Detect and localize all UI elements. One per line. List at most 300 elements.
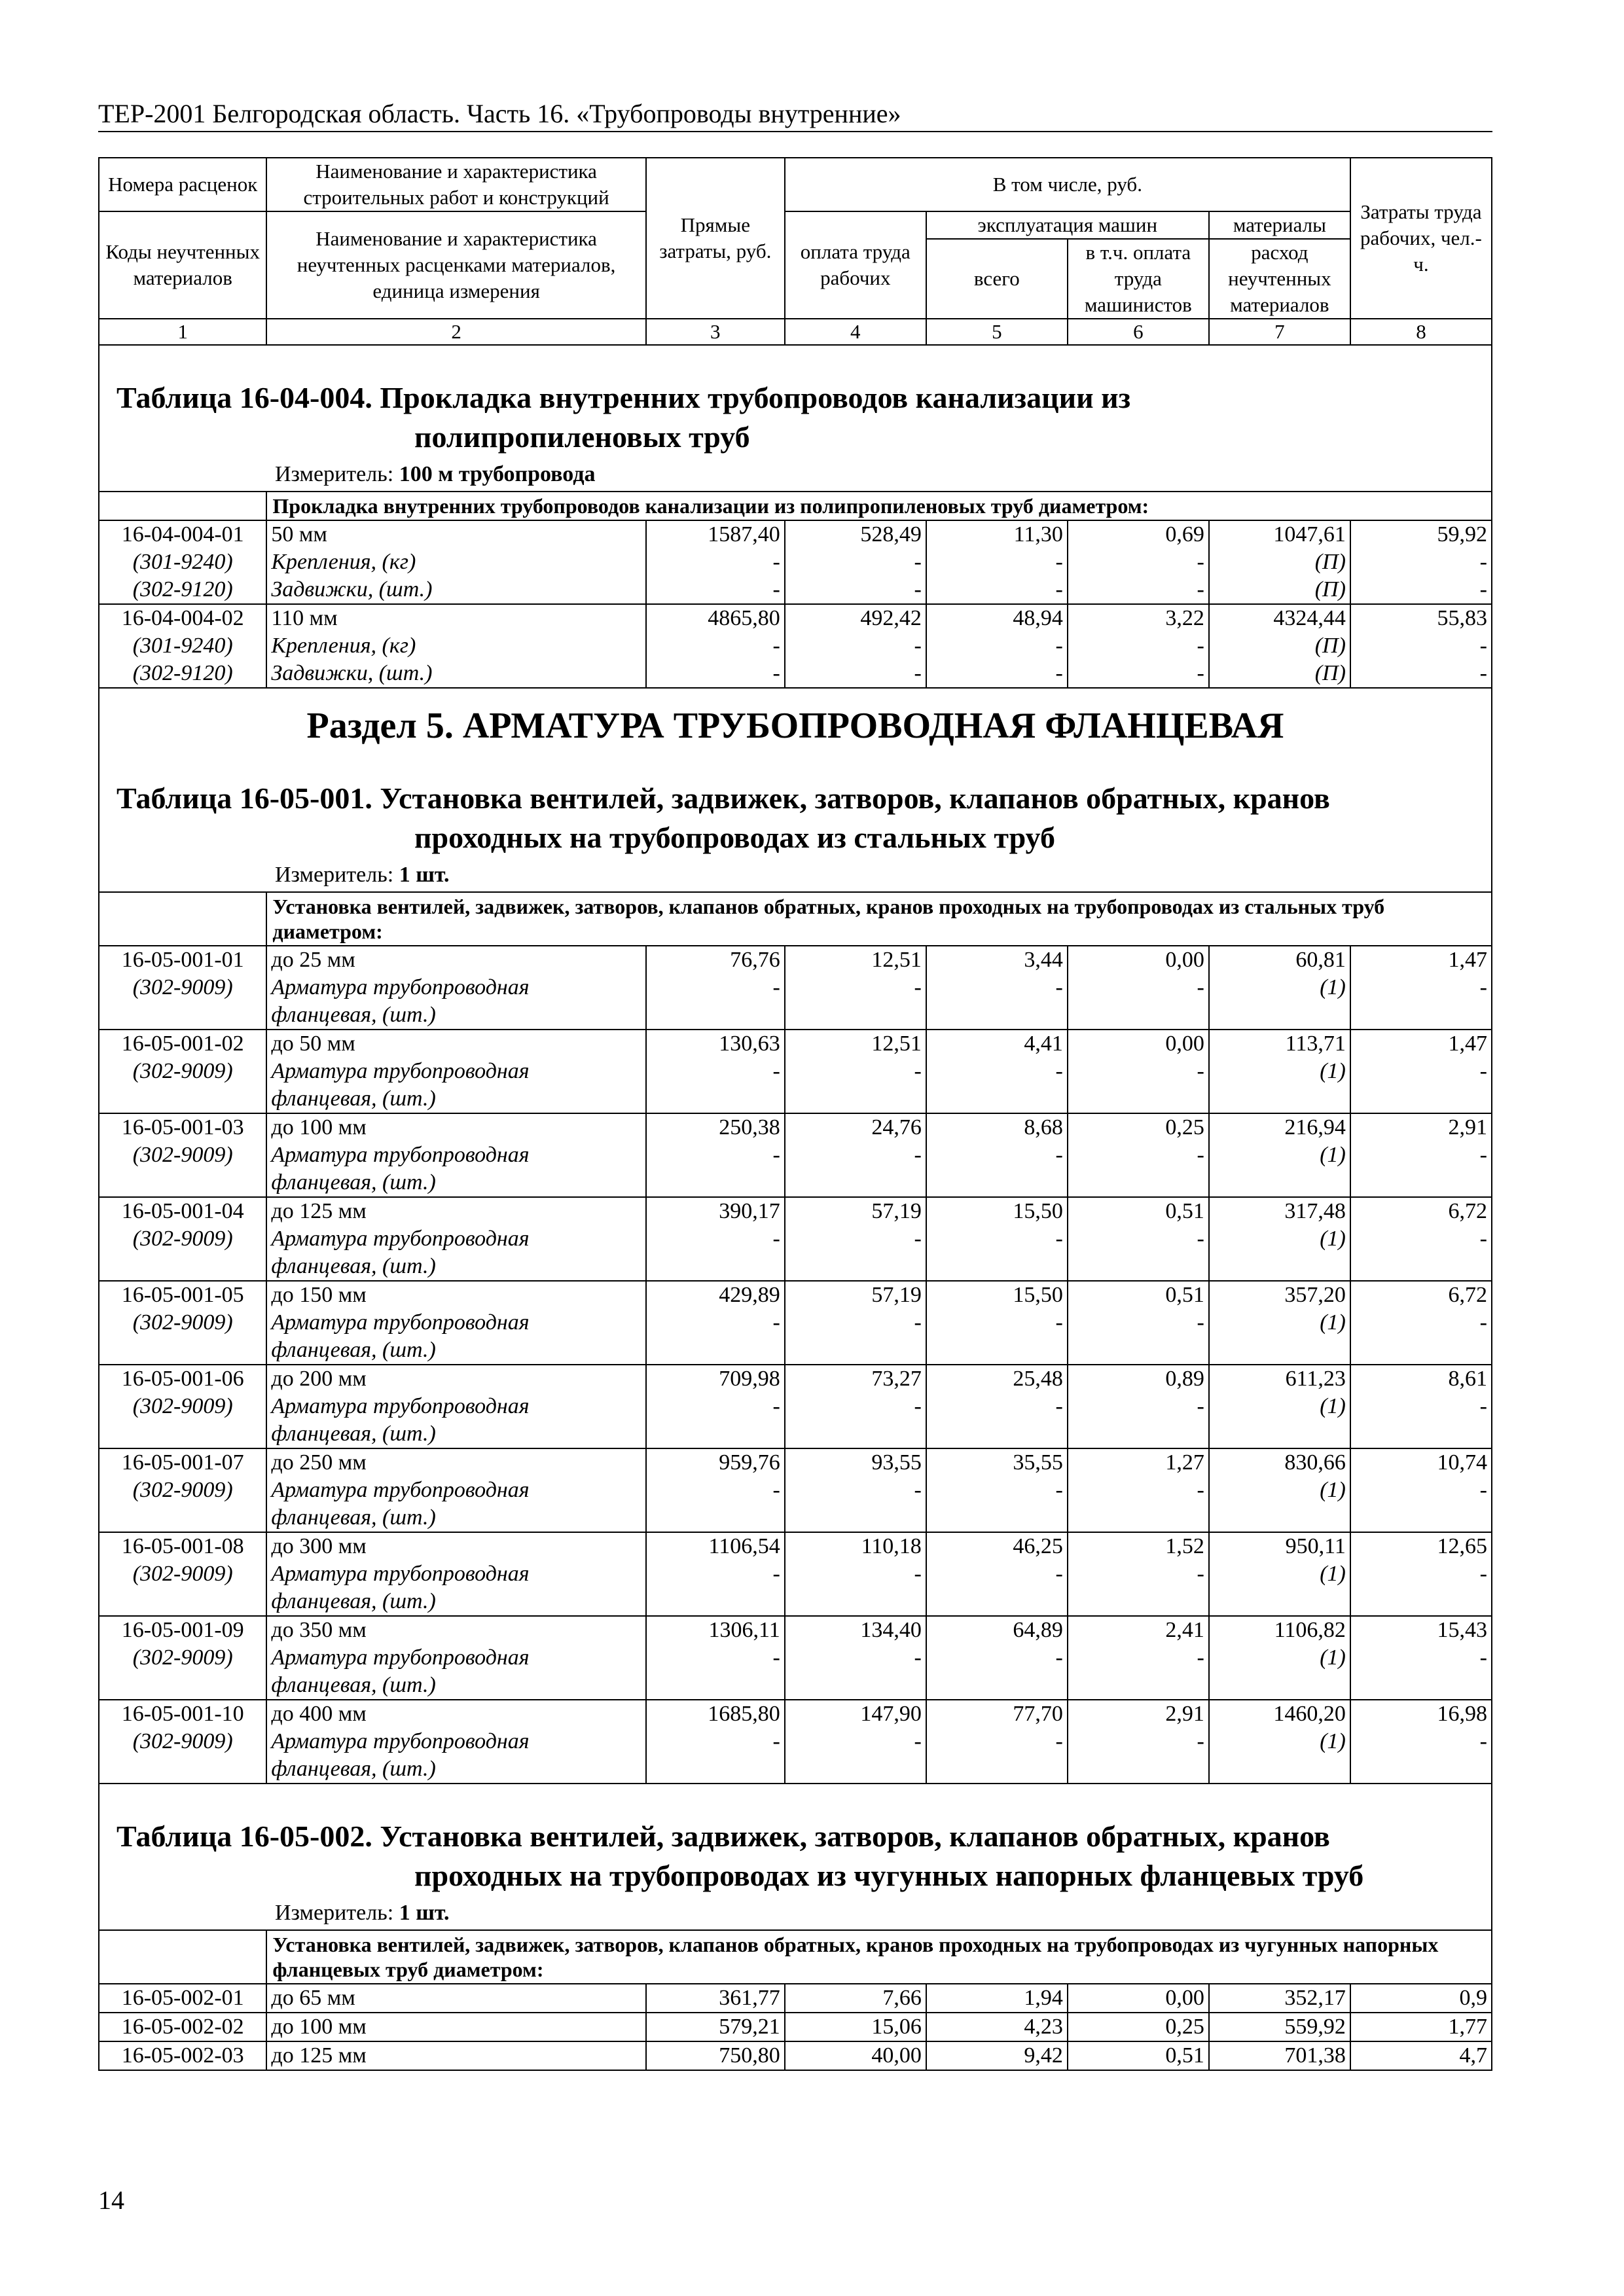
value-col-4: 12,51 <box>785 946 926 974</box>
value-col-7: 611,23 <box>1209 1365 1350 1393</box>
value-col-4: 57,19 <box>785 1197 926 1225</box>
header-materials: материалы <box>1209 211 1350 239</box>
value-col-3: - <box>646 1309 785 1336</box>
material-code: (301-9240) <box>99 548 266 576</box>
value-col-8: - <box>1350 1644 1492 1672</box>
value-col-4 <box>785 1672 926 1700</box>
measure-label: Измеритель: <box>275 1901 394 1925</box>
value-col-3 <box>646 1001 785 1030</box>
rate-row <box>99 1616 1492 1644</box>
material-name: фланцевая, (шт.) <box>266 1588 645 1616</box>
material-code: (302-9009) <box>99 1393 266 1420</box>
value-col-6 <box>1068 1672 1209 1700</box>
group-heading: Прокладка внутренних трубопроводов канализации из полипропиленовых труб диаметром: <box>266 492 1492 520</box>
material-code <box>99 1085 266 1113</box>
value-col-6 <box>1068 1755 1209 1784</box>
value-col-5: 35,55 <box>926 1448 1068 1477</box>
value-col-4: - <box>785 660 926 688</box>
header-rule <box>98 131 1492 132</box>
value-col-4 <box>785 1336 926 1365</box>
table-title <box>103 1784 1487 1895</box>
material-name: фланцевая, (шт.) <box>266 1169 645 1197</box>
rate-code: 16-05-001-08 <box>99 1532 266 1560</box>
value-col-6: 0,51 <box>1068 2041 1209 2070</box>
value-col-6 <box>1068 1253 1209 1281</box>
rate-row <box>99 1365 1492 1393</box>
value-col-6 <box>1068 1420 1209 1448</box>
value-col-8: 6,72 <box>1350 1281 1492 1309</box>
value-col-5 <box>926 1504 1068 1532</box>
rate-code: 16-05-001-04 <box>99 1197 266 1225</box>
value-col-7: (П) <box>1209 632 1350 660</box>
value-col-7: (П) <box>1209 576 1350 604</box>
material-code: (302-9009) <box>99 1058 266 1085</box>
value-col-3: 361,77 <box>646 1984 785 2013</box>
rate-row <box>99 2041 1492 2070</box>
header-work-name: Наименование и характеристика строительных работ и конструкций <box>266 158 645 211</box>
table-title-line: Таблица 16-04-004. Прокладка внутренних трубопроводов канализации из <box>117 381 1131 414</box>
value-col-5 <box>926 1253 1068 1281</box>
table-caption <box>99 746 1492 892</box>
value-col-3: 130,63 <box>646 1030 785 1058</box>
value-col-4: - <box>785 1058 926 1085</box>
rate-code: 16-05-002-03 <box>99 2041 266 2070</box>
column-number: 6 <box>1068 319 1209 345</box>
material-code <box>99 1755 266 1784</box>
material-name: фланцевая, (шт.) <box>266 1504 645 1532</box>
material-row <box>99 1085 1492 1113</box>
value-col-6 <box>1068 1169 1209 1197</box>
value-col-3: - <box>646 1141 785 1169</box>
table-title-line: полипропиленовых труб <box>414 420 750 454</box>
value-col-3: - <box>646 1393 785 1420</box>
value-col-4: 147,90 <box>785 1700 926 1728</box>
value-col-5: 15,50 <box>926 1197 1068 1225</box>
value-col-8: - <box>1350 660 1492 688</box>
material-row <box>99 1477 1492 1504</box>
value-col-3: - <box>646 660 785 688</box>
material-code <box>99 1169 266 1197</box>
value-col-8: 1,47 <box>1350 1030 1492 1058</box>
rate-row <box>99 1113 1492 1141</box>
material-name: фланцевая, (шт.) <box>266 1085 645 1113</box>
intro-spacer <box>99 492 266 520</box>
value-col-7 <box>1209 1588 1350 1616</box>
rate-code: 16-05-001-05 <box>99 1281 266 1309</box>
page-number: 14 <box>98 2185 124 2215</box>
value-col-7 <box>1209 1504 1350 1532</box>
material-row <box>99 1058 1492 1085</box>
value-col-5: - <box>926 1477 1068 1504</box>
material-row <box>99 1253 1492 1281</box>
rate-name: до 125 мм <box>266 1197 645 1225</box>
rate-name: 50 мм <box>266 520 645 548</box>
rate-code: 16-05-001-10 <box>99 1700 266 1728</box>
material-row <box>99 1420 1492 1448</box>
value-col-5: 9,42 <box>926 2041 1068 2070</box>
material-name: фланцевая, (шт.) <box>266 1755 645 1784</box>
material-code <box>99 1588 266 1616</box>
value-col-7: 1047,61 <box>1209 520 1350 548</box>
value-col-4 <box>785 1420 926 1448</box>
value-col-3 <box>646 1253 785 1281</box>
rate-name: до 200 мм <box>266 1365 645 1393</box>
value-col-5: 1,94 <box>926 1984 1068 2013</box>
value-col-4 <box>785 1253 926 1281</box>
material-name: Арматура трубопроводная <box>266 1141 645 1169</box>
value-col-4: - <box>785 1728 926 1755</box>
value-col-5: - <box>926 1644 1068 1672</box>
material-code: (302-9120) <box>99 660 266 688</box>
value-col-8: 1,47 <box>1350 946 1492 974</box>
value-col-6: - <box>1068 660 1209 688</box>
material-row <box>99 1755 1492 1784</box>
value-col-3: 76,76 <box>646 946 785 974</box>
material-row <box>99 576 1492 604</box>
value-col-4: - <box>785 1309 926 1336</box>
value-col-3: - <box>646 576 785 604</box>
material-name: фланцевая, (шт.) <box>266 1253 645 1281</box>
value-col-5: 77,70 <box>926 1700 1068 1728</box>
value-col-7: 317,48 <box>1209 1197 1350 1225</box>
material-row <box>99 1504 1492 1532</box>
material-name: Задвижки, (шт.) <box>266 660 645 688</box>
value-col-7 <box>1209 1755 1350 1784</box>
value-col-8: - <box>1350 1058 1492 1085</box>
rate-row <box>99 1532 1492 1560</box>
material-row <box>99 548 1492 576</box>
value-col-4 <box>785 1169 926 1197</box>
value-col-7 <box>1209 1336 1350 1365</box>
table-title-line: Таблица 16-05-001. Установка вентилей, задвижек, затворов, клапанов обратных, кранов <box>117 781 1330 815</box>
value-col-6: - <box>1068 1477 1209 1504</box>
header-labor-costs: Затраты труда рабочих, чел.-ч. <box>1350 158 1492 319</box>
rate-name: 110 мм <box>266 604 645 632</box>
value-col-4: 7,66 <box>785 1984 926 2013</box>
value-col-3 <box>646 1085 785 1113</box>
value-col-5: 64,89 <box>926 1616 1068 1644</box>
value-col-4: - <box>785 632 926 660</box>
value-col-4 <box>785 1001 926 1030</box>
material-name: фланцевая, (шт.) <box>266 1672 645 1700</box>
value-col-7: 60,81 <box>1209 946 1350 974</box>
material-row <box>99 1672 1492 1700</box>
value-col-8: - <box>1350 1309 1492 1336</box>
material-code: (302-9009) <box>99 1560 266 1588</box>
value-col-7: 113,71 <box>1209 1030 1350 1058</box>
value-col-6: 3,22 <box>1068 604 1209 632</box>
intro-spacer <box>99 1930 266 1984</box>
value-col-7: (1) <box>1209 974 1350 1001</box>
value-col-4: - <box>785 974 926 1001</box>
value-col-5: - <box>926 632 1068 660</box>
value-col-4: 134,40 <box>785 1616 926 1644</box>
value-col-3: - <box>646 974 785 1001</box>
value-col-6: 1,27 <box>1068 1448 1209 1477</box>
value-col-7: 357,20 <box>1209 1281 1350 1309</box>
value-col-7: (1) <box>1209 1728 1350 1755</box>
value-col-5: - <box>926 1728 1068 1755</box>
value-col-8 <box>1350 1672 1492 1700</box>
value-col-5 <box>926 1001 1068 1030</box>
material-name: Арматура трубопроводная <box>266 1644 645 1672</box>
value-col-6: - <box>1068 1058 1209 1085</box>
value-col-5: - <box>926 1225 1068 1253</box>
material-name: Арматура трубопроводная <box>266 1393 645 1420</box>
rate-row <box>99 946 1492 974</box>
column-number: 3 <box>646 319 785 345</box>
value-col-3: 1587,40 <box>646 520 785 548</box>
value-col-6: 0,69 <box>1068 520 1209 548</box>
rate-row <box>99 520 1492 548</box>
rate-code: 16-04-004-02 <box>99 604 266 632</box>
value-col-3: - <box>646 1644 785 1672</box>
value-col-7: 1460,20 <box>1209 1700 1350 1728</box>
value-col-6: 0,51 <box>1068 1281 1209 1309</box>
material-row <box>99 1728 1492 1755</box>
table-title-line: проходных на трубопроводах из стальных труб <box>414 821 1055 854</box>
value-col-5: - <box>926 1393 1068 1420</box>
rate-code: 16-05-001-06 <box>99 1365 266 1393</box>
measure-unit <box>103 457 1487 491</box>
running-header: ТЕР-2001 Белгородская область. Часть 16. «Трубопроводы внутренние» <box>98 99 901 128</box>
value-col-5: 15,50 <box>926 1281 1068 1309</box>
value-col-6 <box>1068 1085 1209 1113</box>
material-name: Арматура трубопроводная <box>266 1560 645 1588</box>
value-col-4: 15,06 <box>785 2013 926 2041</box>
material-name: Арматура трубопроводная <box>266 1477 645 1504</box>
value-col-3: - <box>646 1477 785 1504</box>
value-col-7 <box>1209 1672 1350 1700</box>
value-col-3 <box>646 1504 785 1532</box>
header-worker-pay: оплата труда рабочих <box>785 211 926 319</box>
value-col-7: (1) <box>1209 1225 1350 1253</box>
group-heading: Установка вентилей, задвижек, затворов, клапанов обратных, кранов проходных на трубопроводах из стальных труб диаметром: <box>266 892 1492 946</box>
value-col-3: 1306,11 <box>646 1616 785 1644</box>
value-col-3: 750,80 <box>646 2041 785 2070</box>
value-col-5: - <box>926 660 1068 688</box>
rate-code: 16-05-002-01 <box>99 1984 266 2013</box>
value-col-6: - <box>1068 974 1209 1001</box>
rate-row <box>99 1448 1492 1477</box>
value-col-6: - <box>1068 1560 1209 1588</box>
intro-spacer <box>99 892 266 946</box>
rate-code: 16-04-004-01 <box>99 520 266 548</box>
value-col-6: 0,89 <box>1068 1365 1209 1393</box>
value-col-7: 1106,82 <box>1209 1616 1350 1644</box>
value-col-4: - <box>785 1141 926 1169</box>
table-title-line: Таблица 16-05-002. Установка вентилей, задвижек, затворов, клапанов обратных, кранов <box>117 1820 1330 1853</box>
value-col-8 <box>1350 1169 1492 1197</box>
value-col-3: - <box>646 632 785 660</box>
material-row <box>99 974 1492 1001</box>
value-col-4: - <box>785 1560 926 1588</box>
value-col-7: 216,94 <box>1209 1113 1350 1141</box>
table-body <box>99 345 1492 2070</box>
value-col-5: 11,30 <box>926 520 1068 548</box>
value-col-8: - <box>1350 1560 1492 1588</box>
value-col-6: 0,25 <box>1068 1113 1209 1141</box>
value-col-3 <box>646 1420 785 1448</box>
value-col-6: - <box>1068 1141 1209 1169</box>
value-col-8: - <box>1350 1728 1492 1755</box>
column-number: 2 <box>266 319 645 345</box>
material-row <box>99 1644 1492 1672</box>
value-col-7: 950,11 <box>1209 1532 1350 1560</box>
rate-name: до 150 мм <box>266 1281 645 1309</box>
value-col-5: - <box>926 1309 1068 1336</box>
value-col-4 <box>785 1504 926 1532</box>
value-col-5: 25,48 <box>926 1365 1068 1393</box>
rates-table <box>98 157 1492 2071</box>
value-col-8: 0,9 <box>1350 1984 1492 2013</box>
value-col-3: 250,38 <box>646 1113 785 1141</box>
value-col-5 <box>926 1169 1068 1197</box>
rate-row <box>99 1030 1492 1058</box>
value-col-5 <box>926 1755 1068 1784</box>
measure-value: 100 м трубопровода <box>399 462 596 486</box>
value-col-3: 959,76 <box>646 1448 785 1477</box>
value-col-8 <box>1350 1253 1492 1281</box>
value-col-5: - <box>926 1560 1068 1588</box>
value-col-7 <box>1209 1253 1350 1281</box>
value-col-7: (1) <box>1209 1309 1350 1336</box>
header-material-names: Наименование и характеристика неучтенных расценками материалов, единица измерения <box>266 211 645 319</box>
rate-code: 16-05-001-01 <box>99 946 266 974</box>
material-code: (302-9009) <box>99 1141 266 1169</box>
material-row <box>99 632 1492 660</box>
rate-name: до 250 мм <box>266 1448 645 1477</box>
column-number: 7 <box>1209 319 1350 345</box>
value-col-7: 352,17 <box>1209 1984 1350 2013</box>
value-col-4: - <box>785 1477 926 1504</box>
value-col-8: 6,72 <box>1350 1197 1492 1225</box>
rate-name: до 25 мм <box>266 946 645 974</box>
material-row <box>99 1141 1492 1169</box>
value-col-4: 12,51 <box>785 1030 926 1058</box>
rate-row <box>99 2013 1492 2041</box>
material-name: Арматура трубопроводная <box>266 1058 645 1085</box>
value-col-7: 4324,44 <box>1209 604 1350 632</box>
value-col-8: - <box>1350 1477 1492 1504</box>
value-col-7: (1) <box>1209 1058 1350 1085</box>
rate-name: до 125 мм <box>266 2041 645 2070</box>
column-number: 4 <box>785 319 926 345</box>
material-name: фланцевая, (шт.) <box>266 1001 645 1030</box>
table-caption <box>99 1784 1492 1930</box>
measure-label: Измеритель: <box>275 863 394 887</box>
value-col-7: 701,38 <box>1209 2041 1350 2070</box>
header-direct-costs: Прямые затраты, руб. <box>646 158 785 319</box>
value-col-5: - <box>926 1058 1068 1085</box>
measure-label: Измеритель: <box>275 462 394 486</box>
value-col-6: 2,91 <box>1068 1700 1209 1728</box>
material-name: Крепления, (кг) <box>266 548 645 576</box>
measure-unit <box>103 1895 1487 1929</box>
value-col-7 <box>1209 1001 1350 1030</box>
header-machinist-pay: в т.ч. оплата труда машинистов <box>1068 239 1209 319</box>
value-col-7: (1) <box>1209 1560 1350 1588</box>
rate-code: 16-05-001-07 <box>99 1448 266 1477</box>
rate-row <box>99 1281 1492 1309</box>
value-col-5: 4,23 <box>926 2013 1068 2041</box>
material-code: (302-9120) <box>99 576 266 604</box>
value-col-5 <box>926 1085 1068 1113</box>
rate-code: 16-05-002-02 <box>99 2013 266 2041</box>
value-col-4: - <box>785 576 926 604</box>
table-header <box>99 158 1492 345</box>
rate-name: до 50 мм <box>266 1030 645 1058</box>
rate-row <box>99 1984 1492 2013</box>
value-col-8: 2,91 <box>1350 1113 1492 1141</box>
rate-code: 16-05-001-02 <box>99 1030 266 1058</box>
value-col-8: 12,65 <box>1350 1532 1492 1560</box>
value-col-6: 2,41 <box>1068 1616 1209 1644</box>
material-code <box>99 1253 266 1281</box>
value-col-5: 46,25 <box>926 1532 1068 1560</box>
value-col-7 <box>1209 1169 1350 1197</box>
header-machines-total: всего <box>926 239 1068 319</box>
measure-value: 1 шт. <box>399 1901 450 1925</box>
material-row <box>99 1001 1492 1030</box>
value-col-3: - <box>646 1058 785 1085</box>
material-code: (302-9009) <box>99 1644 266 1672</box>
value-col-8: - <box>1350 548 1492 576</box>
value-col-6: 1,52 <box>1068 1532 1209 1560</box>
value-col-3 <box>646 1672 785 1700</box>
rate-row <box>99 604 1492 632</box>
value-col-5: 48,94 <box>926 604 1068 632</box>
value-col-3 <box>646 1755 785 1784</box>
value-col-8: 55,83 <box>1350 604 1492 632</box>
table-title <box>103 346 1487 457</box>
value-col-8 <box>1350 1588 1492 1616</box>
value-col-3: 1685,80 <box>646 1700 785 1728</box>
value-col-5: 4,41 <box>926 1030 1068 1058</box>
value-col-6 <box>1068 1588 1209 1616</box>
value-col-8: 59,92 <box>1350 520 1492 548</box>
value-col-6 <box>1068 1001 1209 1030</box>
value-col-5: 8,68 <box>926 1113 1068 1141</box>
value-col-7: (1) <box>1209 1141 1350 1169</box>
value-col-4: - <box>785 1644 926 1672</box>
header-including: В том числе, руб. <box>785 158 1350 211</box>
section-title: Раздел 5. АРМАТУРА ТРУБОПРОВОДНАЯ ФЛАНЦЕВАЯ <box>306 706 1284 746</box>
value-col-3: 429,89 <box>646 1281 785 1309</box>
material-name: фланцевая, (шт.) <box>266 1420 645 1448</box>
value-col-6: 0,00 <box>1068 946 1209 974</box>
value-col-6: 0,00 <box>1068 1984 1209 2013</box>
rate-name: до 100 мм <box>266 2013 645 2041</box>
value-col-6: 0,00 <box>1068 1030 1209 1058</box>
value-col-6: - <box>1068 1309 1209 1336</box>
value-col-8: 1,77 <box>1350 2013 1492 2041</box>
material-code <box>99 1504 266 1532</box>
material-code: (301-9240) <box>99 632 266 660</box>
table-caption <box>99 345 1492 492</box>
rate-code: 16-05-001-03 <box>99 1113 266 1141</box>
value-col-8 <box>1350 1336 1492 1365</box>
value-col-3: 709,98 <box>646 1365 785 1393</box>
value-col-4: 492,42 <box>785 604 926 632</box>
value-col-4 <box>785 1755 926 1784</box>
value-col-4: 110,18 <box>785 1532 926 1560</box>
value-col-6 <box>1068 1336 1209 1365</box>
value-col-7 <box>1209 1420 1350 1448</box>
value-col-8 <box>1350 1504 1492 1532</box>
value-col-4: 528,49 <box>785 520 926 548</box>
rate-name: до 300 мм <box>266 1532 645 1560</box>
